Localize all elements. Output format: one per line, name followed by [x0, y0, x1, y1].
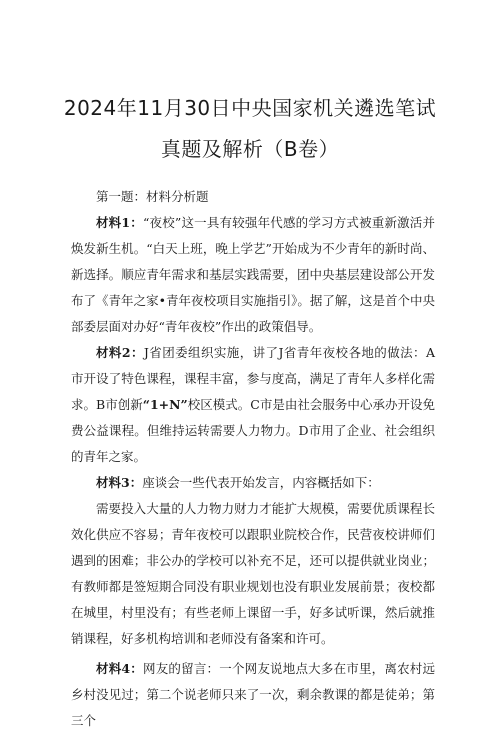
material-2-paragraph	[71, 340, 435, 470]
material-4-label: 材料4：	[96, 661, 144, 676]
material-4-paragraph	[71, 656, 435, 734]
material-2-text-b: 校区模式。C市是由社会服务中心承办开设免费公益课程。但维持运转需要人力物力。D市用了企业、社会组织的青年之家。	[71, 397, 435, 464]
material-2-bold-term: “1+N”	[142, 397, 188, 412]
document-title-line-1: 2024年11月30日中央国家机关遴选笔试	[63, 96, 437, 120]
material-3-detail-paragraph: 需要投入大量的人力物力财力才能扩大规模，需要优质课程长效化供应不容易；青年夜校可以跟职业院校合作，民营夜校讲师们遇到的困难；非公办的学校可以补充不足，还可以提供就业岗业；有教师都是签短期合同没有职业规划也没有职业发展前景；夜校都在城里，村里没有；有些老师上课留一手，好多试听课，然后就推销课程，好多机构培训和老师没有备案和许可。	[71, 501, 435, 646]
material-1-text: “夜校”这一具有较强年代感的学习方式被重新激活并焕发新生机。“白天上班，晚上学艺”开始成为不少青年的新时尚、新选择。顺应青年需求和基层实践需要，团中央基层建设部公开发布了《青年之家•青年夜校项目实施指引》。据了解，这是首个中央部委层面对办好“青年夜校”作出的政策倡导。	[71, 215, 435, 334]
material-1-paragraph	[71, 210, 435, 340]
section-heading: 第一题：材料分析题	[96, 189, 209, 204]
material-3-label: 材料3：	[96, 475, 143, 490]
material-3-paragraph	[71, 470, 435, 496]
material-4-text: 网友的留言：一个网友说地点大多在市里，离农村远乡村没见过；第二个说老师只来了一次，剩余教课的都是徒弟；第三个	[71, 661, 435, 728]
material-3-text: 座谈会一些代表开始发言，内容概括如下：	[142, 475, 380, 490]
document-body	[71, 184, 435, 734]
material-2-text-a: J省团委组织实施，讲了J省青年夜校各地的做法：A市开设了特色课程，课程丰富，参与度高，满足了青年人多样化需求。B市创新	[71, 345, 435, 412]
document-title-line-2: 真题及解析（B卷）	[160, 137, 340, 161]
material-1-label: 材料1：	[96, 215, 143, 230]
material-2-label: 材料2：	[96, 345, 144, 360]
